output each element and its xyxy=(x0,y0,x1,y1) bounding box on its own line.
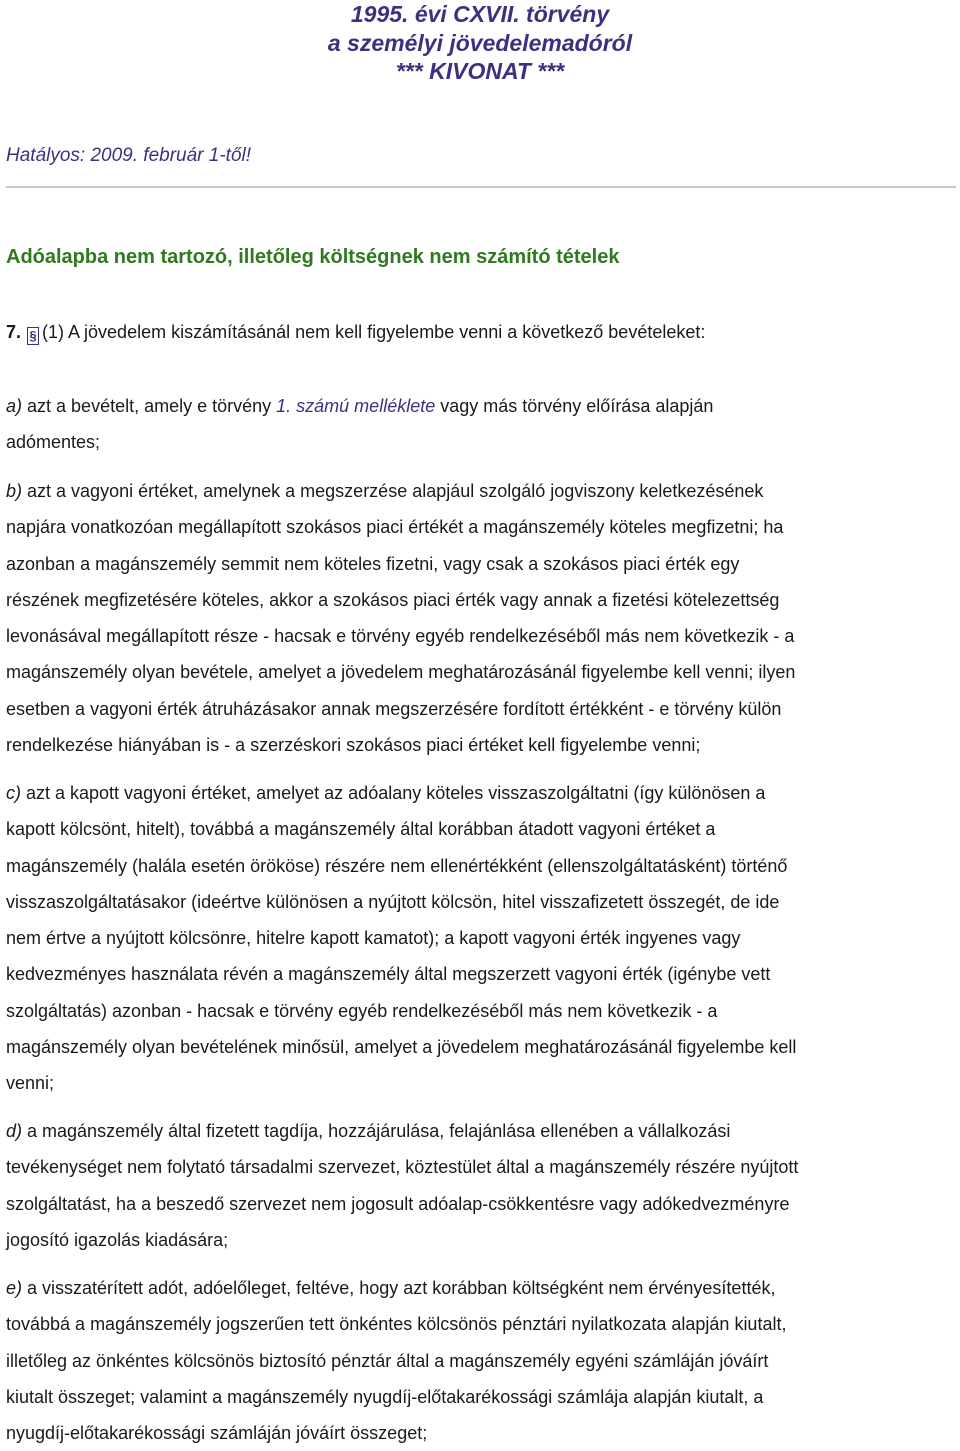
item-letter: c) xyxy=(6,783,21,803)
item-a-text-cont: vagy más törvény előírása alapján xyxy=(435,396,714,416)
item-b-line-2: napjára vonatkozóan megállapított szokásos piaci értékét a magánszemély köteles megfizetni; ha xyxy=(6,517,784,538)
item-b-line-1: azt a vagyoni értéket, amelynek a megszerzése alapjául szolgáló jogviszony keletkezésének xyxy=(22,481,764,501)
item-b-line-5: levonásával megállapított része - hacsak e törvény egyéb rendelkezéséből más nem következik - a xyxy=(6,626,795,647)
title-line-3: *** KIVONAT *** xyxy=(395,58,565,84)
item-letter: a) xyxy=(6,396,23,416)
item-letter: b) xyxy=(6,481,23,501)
item-d-line-3: szolgáltatást, ha a beszedő szervezet nem jogosult adóalap-csökkentésre vagy adókedvezményre xyxy=(6,1193,790,1214)
item-d-line-4: jogosító igazolás kiadására; xyxy=(6,1229,229,1250)
document-title xyxy=(0,0,960,86)
item-a-line-2: adómentes; xyxy=(6,432,101,453)
item-b-line-4: részének megfizetésére köteles, akkor a szokásos piaci érték vagy annak a fizetési kötelezettség xyxy=(6,589,780,610)
item-letter: e) xyxy=(6,1278,23,1298)
item-c-line-2: kapott kölcsönt, hitelt), továbbá a magánszemély által korábban átadott vagyoni értéket a xyxy=(6,819,716,840)
section-heading: Adóalapba nem tartozó, illetőleg költségnek nem számító tételek xyxy=(6,246,620,268)
item-e-line-4: kiutalt összeget; valamint a magánszemély nyugdíj-előtakarékossági számlája alapján kiutalt, a xyxy=(6,1386,764,1407)
item-b-line-8: rendelkezése hiányában is - a szerzéskori szokásos piaci értéket kell figyelembe venni; xyxy=(6,735,701,756)
item-a-text: azt a bevételt, amely e törvény xyxy=(22,396,277,416)
paragraph-number: 7. xyxy=(6,322,22,342)
item-c-line-1: azt a kapott vagyoni értéket, amelyet az adóalany köteles visszaszolgáltatni (így különösen a xyxy=(21,783,766,803)
item-e-line-2: továbbá a magánszemély jogszerűen tett önkéntes kölcsönös pénztári nyilatkozata alapján kiutalt, xyxy=(6,1314,787,1335)
item-a xyxy=(6,388,956,461)
paragraph-link-icon[interactable]: § xyxy=(27,327,39,345)
item-e-line-3: illetőleg az önkéntes kölcsönös biztosító pénztár által a magánszemély egyéni számláján jóváírt xyxy=(6,1350,769,1371)
item-d-line-2: tevékenységet nem folytató társadalmi szervezet, köztestület által a magánszemély részére nyújtott xyxy=(6,1157,799,1178)
item-e-line-1: a visszatérített adót, adóelőleget, feltéve, hogy azt korábban költségként nem érvényesítették, xyxy=(22,1278,776,1298)
title-line-2: a személyi jövedelemadóról xyxy=(327,29,633,56)
item-c-line-8: magánszemély olyan bevételének minősül, amelyet a jövedelem meghatározásánál figyelembe kell xyxy=(6,1037,797,1058)
annex-link[interactable]: 1. számú melléklete xyxy=(276,396,436,416)
item-e-line-5: nyugdíj-előtakarékossági számláján jóváírt összeget; xyxy=(6,1423,428,1444)
item-c-line-5: nem értve a nyújtott kölcsönre, hitelre kapott kamatot); a kapott vagyoni érték ingyenes vagy xyxy=(6,928,741,949)
paragraph-intro-text: (1) A jövedelem kiszámításánál nem kell figyelembe venni a következő bevételeket: xyxy=(42,322,706,342)
item-b-line-7: esetben a vagyoni érték átruházásakor annak megszerzésére fordított értékként - e törvény külön xyxy=(6,698,782,719)
effective-date: Hatályos: 2009. február 1-től! xyxy=(6,145,252,166)
item-e xyxy=(6,1270,956,1451)
item-d-line-1: a magánszemély által fizetett tagdíja, hozzájárulása, felajánlása ellenében a vállalkozási xyxy=(22,1121,731,1141)
item-b-line-6: magánszemély olyan bevétele, amelyet a jövedelem meghatározásánál figyelembe kell venni; ilyen xyxy=(6,662,796,683)
item-d xyxy=(6,1113,956,1258)
paragraph-intro xyxy=(6,314,956,350)
item-letter: d) xyxy=(6,1121,23,1141)
item-c xyxy=(6,775,956,1102)
item-c-line-3: magánszemély (halála esetén örököse) részére nem ellenértékként (ellenszolgáltatásként) történő xyxy=(6,855,788,876)
item-c-line-4: visszaszolgáltatásakor (ideértve különösen a nyújtott kölcsön, hitel visszafizetett összegét, de ide xyxy=(6,891,780,912)
item-b xyxy=(6,473,956,763)
item-c-line-9: venni; xyxy=(6,1073,55,1094)
item-b-line-3: azonban a magánszemély semmit nem köteles fizetni, vagy csak a szokásos piaci érték egy xyxy=(6,553,740,574)
title-line-1: 1995. évi CXVII. törvény xyxy=(350,1,610,27)
item-c-line-7: szolgáltatás) azonban - hacsak e törvény egyéb rendelkezéséből más nem következik - a xyxy=(6,1000,718,1021)
item-c-line-6: kedvezményes használata révén a magánszemély által megszerzett vagyoni érték (igénybe vett xyxy=(6,964,771,985)
horizontal-divider xyxy=(6,186,956,188)
